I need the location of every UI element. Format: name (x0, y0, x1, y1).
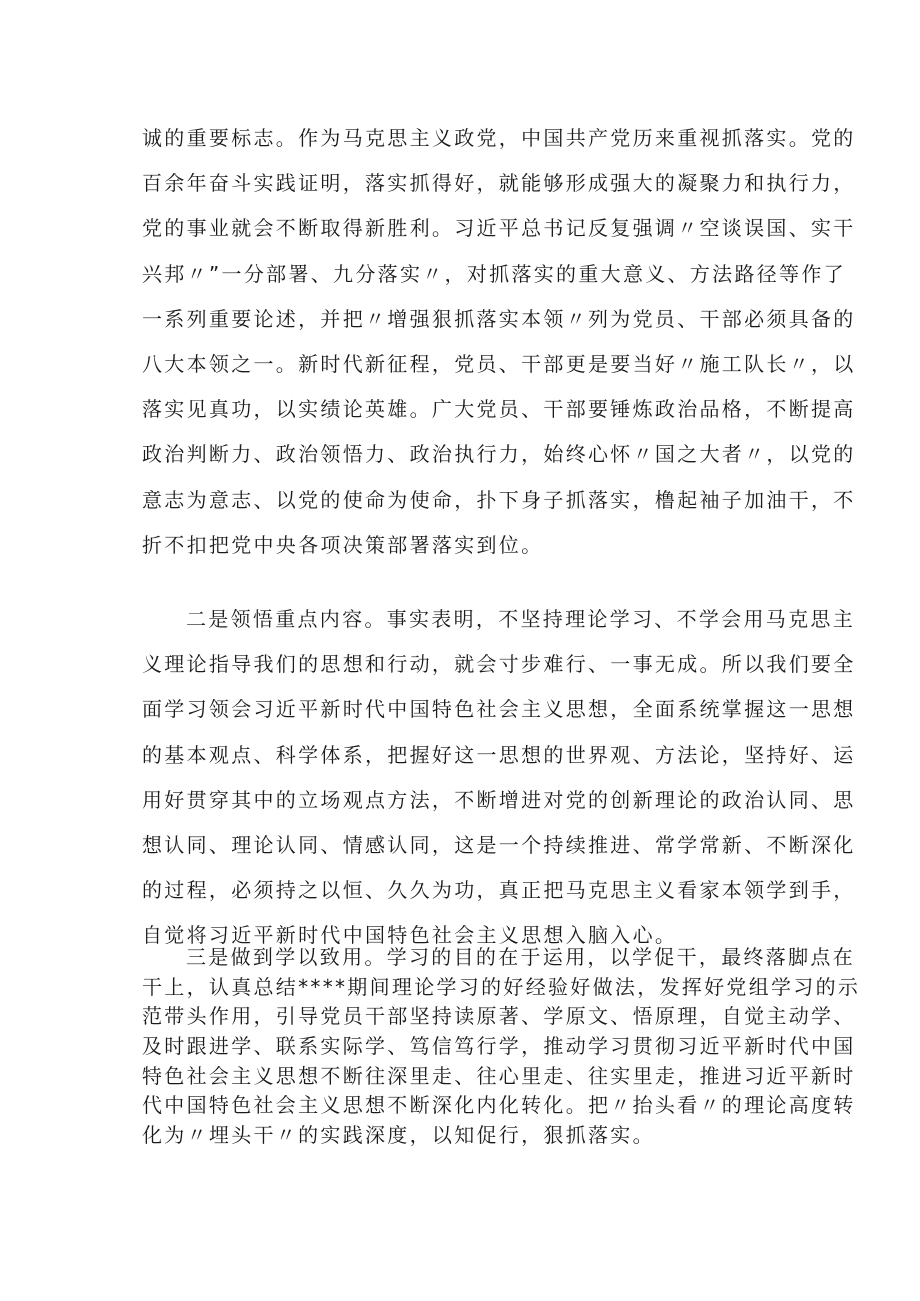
paragraph-line: 化为〃埋头干〃的实践深度，以知促行，狠抓落实。 (142, 1123, 655, 1148)
paragraph-line: 党的事业就会不断取得新胜利。习近平总书记反复强调〃空谈误国、实干 (142, 216, 856, 241)
paragraph-line: 折不扣把党中央各项决策部署落实到位。 (142, 532, 544, 557)
paragraph-3 (142, 943, 861, 1151)
paragraph-line: 八大本领之一。新时代新征程，党员、干部更是要当好〃施工队长〃，以 (142, 351, 856, 376)
paragraph-line: 二是领悟重点内容。事实表明，不坚持理论学习、不学会用马克思主 (186, 607, 855, 631)
paragraph-line: 兴邦〃”一分部署、九分落实〃，对抓落实的重大意义、方法路径等作了 (142, 261, 846, 286)
paragraph-line: 的基本观点、科学体系，把握好这一思想的世界观、方法论，坚持好、运 (142, 742, 856, 767)
paragraph-line: 政治判断力、政治领悟力、政治执行力，始终心怀〃国之大者〃，以党的 (142, 442, 856, 467)
paragraph-line: 落实见真功，以实绩论英雄。广大党员、干部要锤炼政治品格，不断提高 (142, 397, 856, 422)
paragraph-line: 义理论指导我们的思想和行动，就会寸步难行、一事无成。所以我们要全 (142, 652, 856, 677)
paragraph-2 (142, 597, 856, 959)
paragraph-line: 诚的重要标志。作为马克思主义政党，中国共产党历来重视抓落实。党的 (142, 126, 856, 150)
paragraph-line: 用好贯穿其中的立场观点方法，不断增进对党的创新理论的政治认同、思 (142, 787, 856, 812)
paragraph-line: 三是做到学以致用。学习的目的在于运用，以学促干，最终落脚点在 (186, 945, 855, 969)
paragraph-line: 意志为意志、以党的使命为使命，扑下身子抓落实，橹起袖子加油干，不 (142, 487, 856, 512)
paragraph-line: 一系列重要论述，并把〃增强狠抓落实本领〃列为党员、干部必须具备的 (142, 306, 856, 331)
paragraph-line: 百余年奋斗实践证明，落实抓得好，就能够形成强大的凝聚力和执行力， (142, 171, 856, 196)
paragraph-line: 及时跟进学、联系实际学、笃信笃行学，推动学习贯彻习近平新时代中国 (142, 1034, 856, 1059)
paragraph-line: 想认同、理论认同、情感认同，这是一个持续推进、常学常新、不断深化 (142, 832, 856, 857)
paragraph-line: 特色社会主义思想不断往深里走、往心里走、往实里走，推进习近平新时 (142, 1063, 856, 1088)
paragraph-line: 自觉将习近平新时代中国特色社会主义思想入脑入心。 (142, 923, 678, 948)
paragraph-line: 面学习领会习近平新时代中国特色社会主义思想，全面系统掌握这一思想 (142, 697, 856, 722)
paragraph-line: 范带头作用，引导党员干部坚持读原著、学原文、悟原理，自觉主动学、 (142, 1004, 856, 1029)
paragraph-line: 的过程，必须持之以恒、久久为功，真正把马克思主义看家本领学到手， (142, 878, 856, 903)
paragraph-line: 代中国特色社会主义思想不断深化内化转化。把〃抬头看〃的理论高度转 (142, 1093, 856, 1118)
paragraph-line: 干上，认真总结****期间理论学习的好经验好做法，发挥好党组学习的示 (142, 974, 861, 999)
paragraph-1 (142, 116, 856, 568)
